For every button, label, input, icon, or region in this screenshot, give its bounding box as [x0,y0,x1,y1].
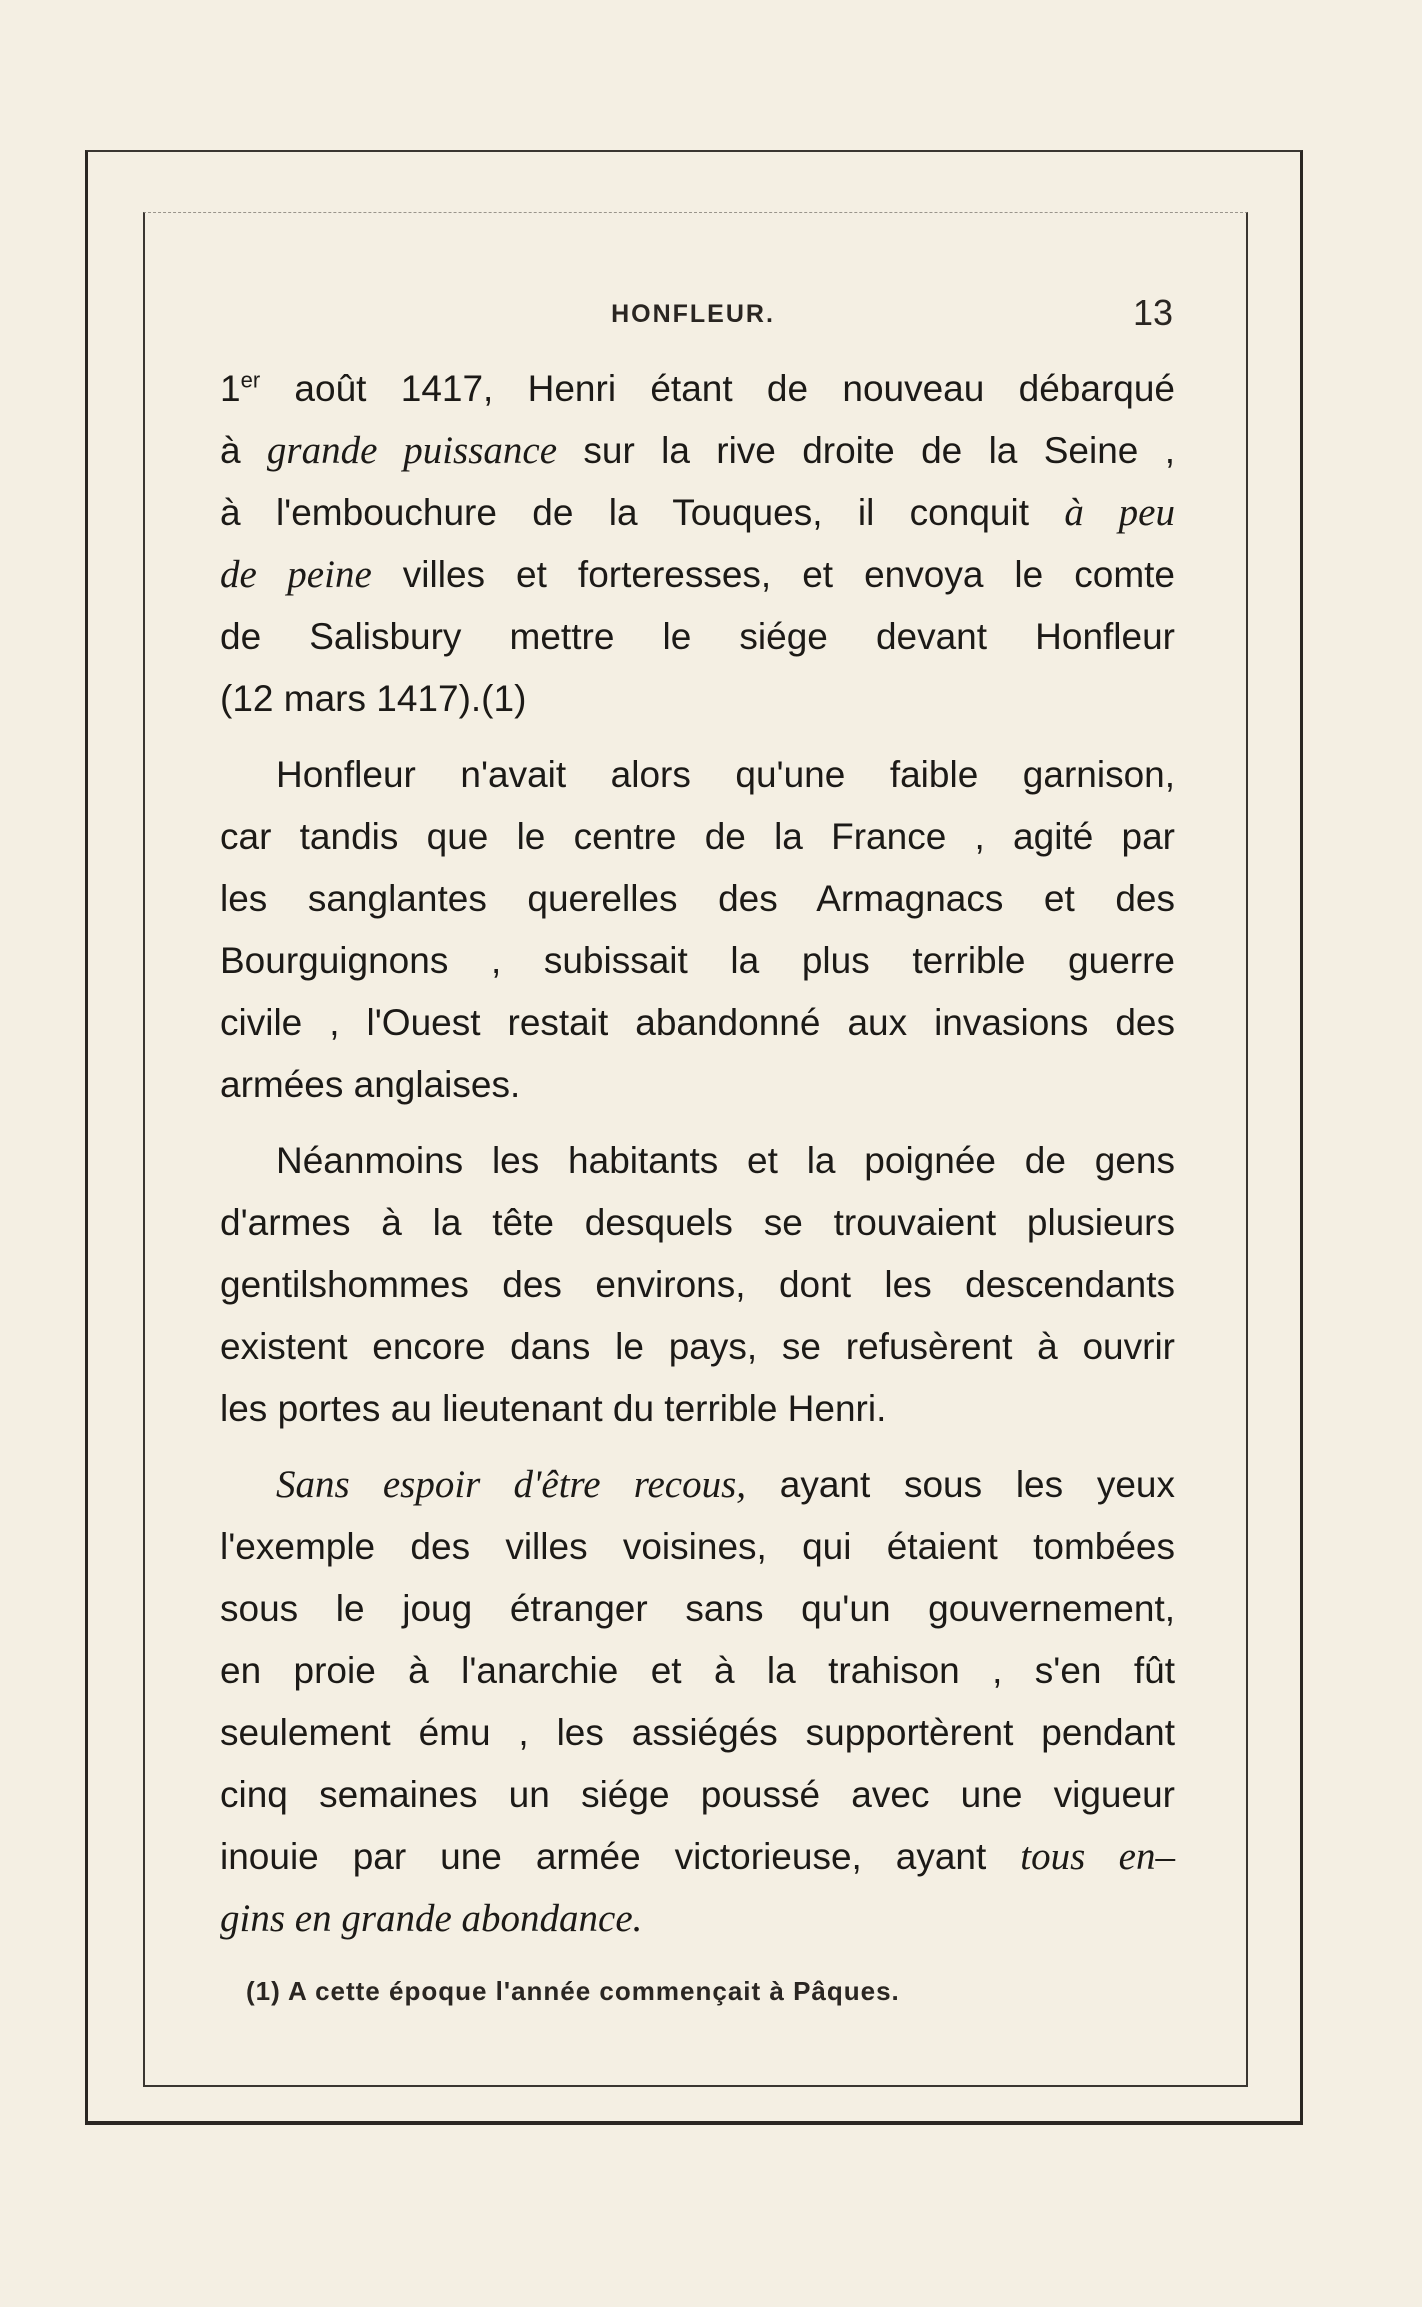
text-line: Honfleur n'avait alors qu'une faible garnison, [276,754,1175,795]
page-header [213,292,1173,342]
text-line: les portes au lieutenant du terrible Henri. [220,1388,887,1429]
italic-run: tous en– [1020,1835,1175,1878]
text-run: à l'embouchure de la Touques, il conquit [220,492,1065,533]
body-text [220,358,1175,1964]
text-line: civile , l'Ouest restait abandonné aux invasions des [220,1002,1175,1043]
text-line [220,420,1175,482]
page-number: 13 [1132,292,1173,333]
text-line [220,544,1175,606]
text-run: août 1417, Henri étant de nouveau débarqué [260,368,1175,409]
running-title: HONFLEUR. [611,300,775,328]
text-run: 1 [220,368,241,409]
text-run: ayant sous les yeux [746,1464,1175,1505]
text-run: inouie par une armée victorieuse, ayant [220,1836,1021,1877]
paragraph-1 [220,358,1175,730]
footnote: (1) A cette époque l'année commençait à Pâques. [246,1976,900,2006]
italic-run: à peu [1064,491,1175,534]
text-line: l'exemple des villes voisines, qui étaient tombées [220,1526,1175,1567]
text-line [220,482,1175,544]
paragraph-4 [220,1454,1175,1950]
text-line: cinq semaines un siége poussé avec une vigueur [220,1774,1175,1815]
text-line: Néanmoins les habitants et la poignée de gens [276,1140,1175,1181]
text-line: Bourguignons , subissait la plus terrible guerre [220,940,1175,981]
italic-run: grande puissance [266,429,558,472]
italic-run: de peine [220,553,372,596]
text-line: sous le joug étranger sans qu'un gouvernement, [220,1588,1175,1629]
text-line [220,1454,1175,1516]
italic-run: Sans espoir d'être recous, [276,1463,747,1506]
text-line [220,1826,1175,1888]
paragraph-2 [220,744,1175,1116]
text-line [220,358,1175,420]
text-line: car tandis que le centre de la France , agité par [220,816,1175,857]
text-line: armées anglaises. [220,1064,521,1105]
text-line [220,1888,1175,1950]
superscript: er [240,367,261,393]
text-run: sur la rive droite de la Seine , [557,430,1175,471]
text-line: de Salisbury mettre le siége devant Honfleur [220,616,1175,657]
text-line: les sanglantes querelles des Armagnacs et des [220,878,1175,919]
text-line: seulement ému , les assiégés supportèrent pendant [220,1712,1175,1753]
text-line: gentilshommes des environs, dont les descendants [220,1264,1175,1305]
text-line: existent encore dans le pays, se refusèrent à ouvrir [220,1326,1175,1367]
text-run: à [220,430,267,471]
text-run: villes et forteresses, et envoya le comte [371,554,1176,595]
text-line: en proie à l'anarchie et à la trahison , s'en fût [220,1650,1175,1691]
text-line: (12 mars 1417).(1) [220,678,527,719]
italic-run: gins en grande abondance. [220,1897,643,1940]
paragraph-3 [220,1130,1175,1440]
text-line: d'armes à la tête desquels se trouvaient plusieurs [220,1202,1175,1243]
